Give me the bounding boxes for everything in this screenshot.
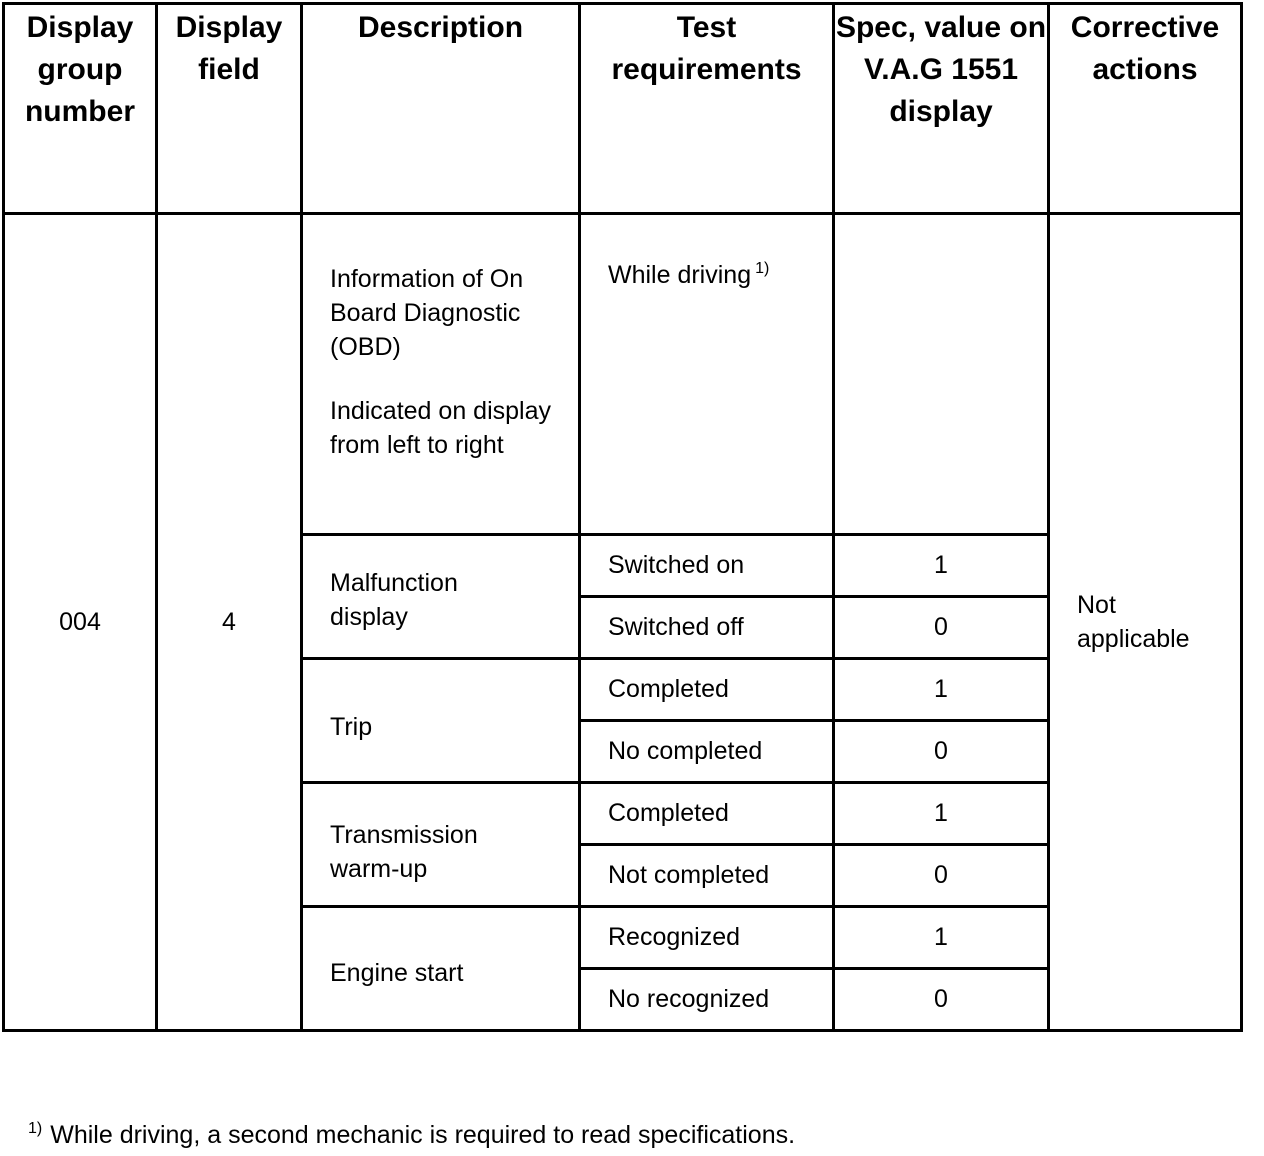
spec-value-cell: 1: [834, 535, 1049, 597]
header-test-requirements: Test requirements: [580, 4, 834, 214]
requirement-cell: No recognized: [580, 969, 834, 1031]
description-cell: Transmission warm-up: [302, 783, 580, 907]
display-order-text: Indicated on display from left to right: [330, 397, 551, 459]
requirement-cell: Switched on: [580, 535, 834, 597]
header-description: Description: [302, 4, 580, 214]
spec-value-cell: 1: [834, 783, 1049, 845]
footnote: [28, 1118, 795, 1152]
display-group-number-cell: 004: [4, 214, 157, 1031]
obd-description-cell: [302, 214, 580, 535]
table-row: [4, 214, 1242, 535]
obd-spec-cell: [834, 214, 1049, 535]
spec-value-cell: 1: [834, 907, 1049, 969]
display-field-cell: 4: [157, 214, 302, 1031]
spec-value-cell: 0: [834, 969, 1049, 1031]
header-display-group-number: Display group number: [4, 4, 157, 214]
header-display-field: Display field: [157, 4, 302, 214]
requirement-cell: Switched off: [580, 597, 834, 659]
spec-value-cell: 0: [834, 721, 1049, 783]
corrective-actions-cell: [1049, 214, 1242, 1031]
description-cell: Trip: [302, 659, 580, 783]
while-driving-text: While driving: [608, 261, 752, 289]
description-cell: Engine start: [302, 907, 580, 1031]
obd-requirement-cell: [580, 214, 834, 535]
specification-table: [2, 2, 1243, 1032]
footnote-text: While driving, a second mechanic is required to read specifications.: [50, 1121, 796, 1149]
header-corrective-actions: Corrective actions: [1049, 4, 1242, 214]
footnote-marker: 1): [28, 1120, 43, 1137]
header-row: [4, 4, 1242, 214]
requirement-cell: Completed: [580, 659, 834, 721]
requirement-cell: Recognized: [580, 907, 834, 969]
requirement-cell: No completed: [580, 721, 834, 783]
corrective-actions-text: Not applicable: [1077, 591, 1190, 653]
footnote-marker: 1): [755, 260, 770, 277]
header-spec-value: Spec, value on V.A.G 1551 display: [834, 4, 1049, 214]
requirement-cell: Not completed: [580, 845, 834, 907]
obd-info-text: Information of On Board Diagnostic (OBD): [330, 265, 524, 361]
spec-value-cell: 0: [834, 597, 1049, 659]
spec-value-cell: 1: [834, 659, 1049, 721]
spec-value-cell: 0: [834, 845, 1049, 907]
description-cell: Malfunction display: [302, 535, 580, 659]
requirement-cell: Completed: [580, 783, 834, 845]
